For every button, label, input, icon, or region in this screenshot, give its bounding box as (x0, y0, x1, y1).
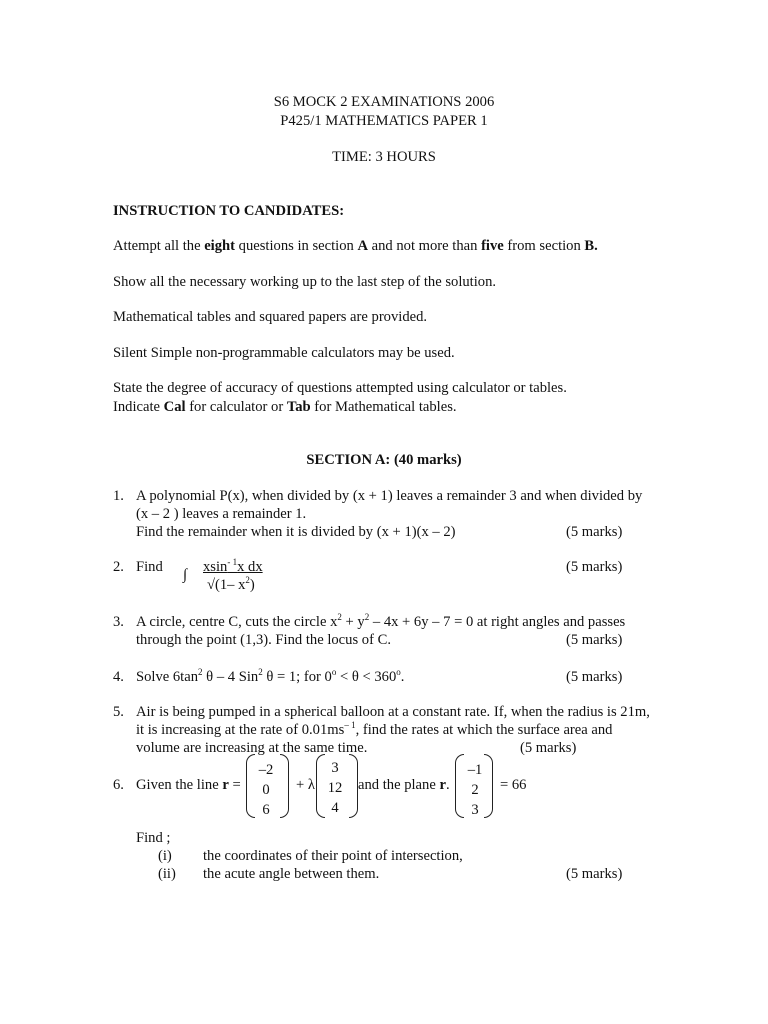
question-text: (x – 2 ) leaves a remainder 1. (136, 506, 307, 522)
integral-denominator: √(1– $x^2$) (207, 575, 255, 593)
question-number: 6. (113, 777, 124, 793)
vector-entry: 2 (471, 782, 479, 798)
sub-question-text: the coordinates of their point of intersection, (203, 848, 463, 864)
marks-label: (5 marks) (566, 866, 623, 882)
instruction-line-6: Indicate Cal for calculator or Tab for Mathematical tables. (113, 399, 457, 415)
instruction-line-5: State the degree of accuracy of questions attempted using calculator or tables. (113, 380, 567, 396)
question-text: volume are increasing at the same time. (136, 740, 368, 756)
plus-lambda: + λ (296, 777, 315, 793)
vector-entry: 0 (262, 782, 270, 798)
question-text: A polynomial P(x), when divided by (x + 1) leaves a remainder 3 and when divided by (136, 488, 643, 504)
integral-sign: ∫ (183, 567, 188, 583)
question-text: Solve $6\tan^2$ θ – 4 Sin$^2$ θ = 1; for $0^o < \theta < 360^o$. (136, 667, 405, 685)
marks-label: (5 marks) (566, 669, 623, 685)
vector-entry: –2 (258, 762, 274, 778)
question-text: Given the line r = (136, 777, 241, 793)
sub-question-label: (ii) (158, 866, 176, 882)
instructions-heading: INSTRUCTION TO CANDIDATES: (113, 203, 345, 219)
vector-entry: –1 (467, 762, 483, 778)
question-text: A circle, centre C, cuts the circle $x^2 + y^2 - 4x + 6y - 7 = 0$ at right angles and passes (136, 612, 626, 630)
sub-question-label: (i) (158, 848, 172, 864)
matrix-right-bracket (349, 754, 358, 818)
question-text: Find (136, 559, 163, 575)
question-text: Air is being pumped in a spherical balloon at a constant rate. If, when the radius is 21m, (136, 704, 650, 720)
marks-label: (5 marks) (566, 524, 623, 540)
vector-a (250, 760, 282, 820)
vector-entry: 12 (327, 780, 343, 796)
instruction-line-4: Silent Simple non-programmable calculators may be used. (113, 345, 455, 361)
question-number: 1. (113, 488, 124, 504)
question-number: 5. (113, 704, 124, 720)
marks-label: (5 marks) (520, 740, 577, 756)
exam-title: S6 MOCK 2 EXAMINATIONS 2006 (273, 94, 495, 110)
section-a-heading: SECTION A: (40 marks) (306, 452, 462, 468)
vector-entry: 6 (262, 802, 270, 818)
question-number: 3. (113, 614, 124, 630)
question-text: Find the remainder when it is divided by (x + 1)(x – 2) (136, 524, 456, 540)
vector-b (319, 758, 351, 818)
equals-value: = 66 (500, 777, 527, 793)
vector-entry: 3 (331, 760, 339, 776)
instruction-line-3: Mathematical tables and squared papers are provided. (113, 309, 428, 325)
sub-question-text: the acute angle between them. (203, 866, 380, 882)
integral-numerator: xsin$^{- 1}$x dx (203, 557, 263, 575)
instruction-line-1: Attempt all the eight questions in section A and not more than five from section B. (113, 238, 598, 254)
plane-text: and the plane r. (358, 777, 450, 793)
matrix-right-bracket (484, 754, 493, 818)
matrix-right-bracket (280, 754, 289, 818)
question-number: 4. (113, 669, 124, 685)
exam-time: TIME: 3 HOURS (332, 149, 436, 165)
question-text: it is increasing at the rate of $0.01ms^{- 1}$, find the rates at which the surface area and (136, 720, 613, 738)
instruction-line-2: Show all the necessary working up to the last step of the solution. (113, 274, 497, 290)
question-number: 2. (113, 559, 124, 575)
find-label: Find ; (136, 830, 171, 846)
paper-title: P425/1 MATHEMATICS PAPER 1 (280, 113, 488, 129)
marks-label: (5 marks) (566, 632, 623, 648)
marks-label: (5 marks) (566, 559, 623, 575)
vector-entry: 3 (471, 802, 479, 818)
vector-entry: 4 (331, 800, 339, 816)
question-text: through the point (1,3). Find the locus of C. (136, 632, 391, 648)
